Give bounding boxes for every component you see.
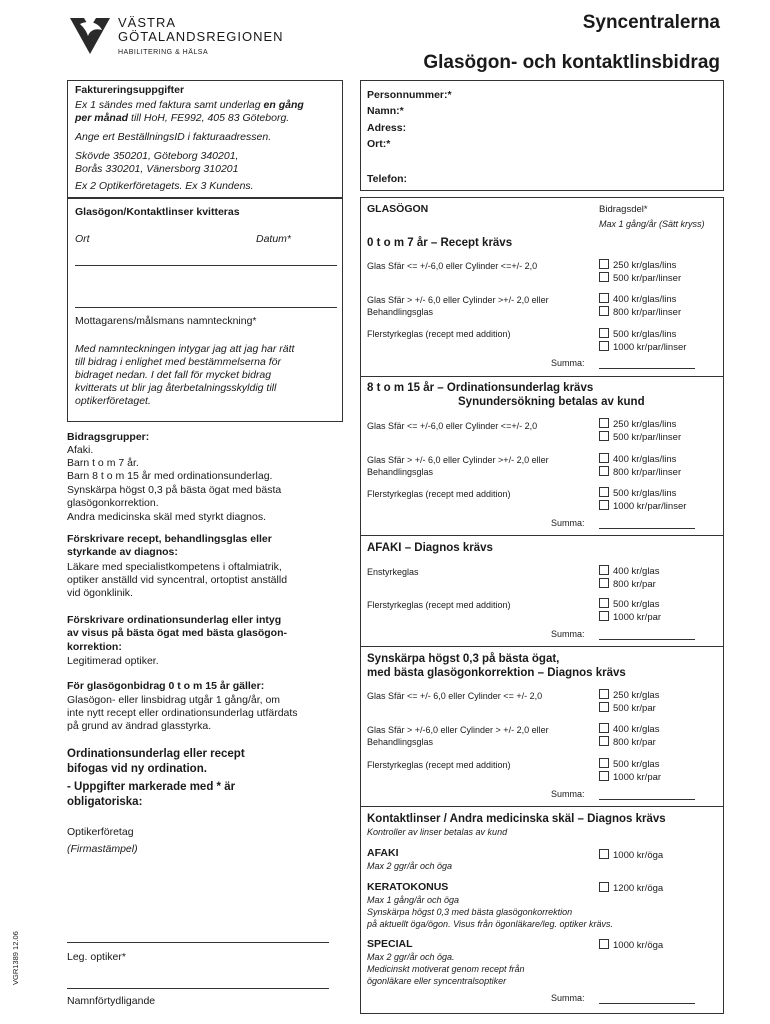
price-label: 250 kr/glas/lins	[613, 260, 677, 271]
section-subtitle-8-15: Synundersökning betalas av kund	[458, 396, 645, 408]
info-text: vid ögonklinik.	[67, 587, 133, 599]
group-item: Andra medicinska skäl med styrkt diagnos.	[67, 511, 267, 523]
info-text: Läkare med specialistkompetens i oftalmiatrik,	[67, 561, 282, 573]
group-item: glasögonkorrektion.	[67, 497, 159, 509]
billing-title: Faktureringsuppgifter	[75, 84, 185, 96]
groups-title: Bidragsgrupper:	[67, 431, 150, 443]
option-label: Glas Sfär <= +/-6,0 eller Cylinder <=+/- 2,0	[367, 261, 538, 271]
checkbox[interactable]	[599, 882, 609, 892]
billing-box	[67, 80, 343, 198]
sum-label: Summa:	[551, 789, 585, 799]
checkbox[interactable]	[599, 466, 609, 476]
billing-text-bold: per månad	[75, 112, 129, 124]
section-title-visus: Synskärpa högst 0,3 på bästa ögat,	[367, 653, 560, 665]
personnummer-label[interactable]: Personnummer:*	[367, 89, 452, 101]
info-heading: obligatoriska:	[67, 796, 143, 808]
afaki-max: Max 2 ggr/år och öga	[367, 861, 453, 871]
section-divider	[361, 376, 723, 377]
info-heading: Ordinationsunderlag eller recept	[67, 748, 245, 760]
price-label: 1200 kr/öga	[613, 883, 664, 894]
option-label: Flerstyrkeglas (recept med addition)	[367, 760, 511, 770]
checkbox[interactable]	[599, 306, 609, 316]
info-heading: Förskrivare recept, behandlingsglas eller	[67, 533, 272, 545]
option-label: Glas Sfär <= +/-6,0 eller Cylinder <=+/- 2,0	[367, 421, 538, 431]
option-label: Enstyrkeglas	[367, 567, 419, 577]
price-label: 500 kr/par/linser	[613, 432, 682, 443]
section-title-afaki: AFAKI – Diagnos krävs	[367, 542, 493, 554]
info-heading: korrektion:	[67, 641, 122, 653]
option-label: Flerstyrkeglas (recept med addition)	[367, 600, 511, 610]
billing-line: Skövde 350201, Göteborg 340201,	[75, 150, 239, 162]
checkbox[interactable]	[599, 418, 609, 428]
option-label: Glas Sfär > +/-6,0 eller Cylinder > +/- 2,0 eller	[367, 725, 549, 735]
group-item: Barn t o m 7 år.	[67, 457, 139, 469]
person-box	[360, 80, 724, 191]
datum-label: Datum*	[256, 233, 292, 245]
billing-text-bold: en gång	[263, 99, 304, 111]
billing-line: Ange ert BeställningsID i fakturaadressen.	[75, 131, 272, 143]
price-label: 250 kr/glas	[613, 690, 660, 701]
option-label: Glas Sfär > +/- 6,0 eller Cylinder >+/- 2,0 eller	[367, 455, 549, 465]
checkbox[interactable]	[599, 341, 609, 351]
logo-mark-icon	[68, 14, 112, 60]
name-clarification-label: Namnförtydligande	[67, 995, 156, 1007]
price-label: 500 kr/glas	[613, 759, 660, 770]
billing-text: Ex 1 sändes med faktura samt underlag	[75, 99, 264, 111]
special-max: Max 2 ggr/år och öga.	[367, 952, 455, 962]
sum-label: Summa:	[551, 518, 585, 528]
price-label: 1000 kr/par/linser	[613, 342, 687, 353]
group-item: Synskärpa högst 0,3 på bästa ögat med bästa	[67, 484, 282, 496]
checkbox[interactable]	[599, 453, 609, 463]
section-title-8-15: 8 t o m 15 år – Ordinationsunderlag krävs	[367, 382, 594, 394]
price-label: 1000 kr/par	[613, 772, 662, 783]
checkbox[interactable]	[599, 689, 609, 699]
receipt-title: Glasögon/Kontaktlinser kvitteras	[75, 206, 240, 218]
afaki-title: AFAKI	[367, 847, 399, 859]
info-text: på grund av ändrad glasstyrka.	[67, 720, 212, 732]
option-label: Flerstyrkeglas (recept med addition)	[367, 489, 511, 499]
special-title: SPECIAL	[367, 938, 413, 950]
price-label: 500 kr/glas/lins	[613, 329, 677, 340]
checkbox[interactable]	[599, 487, 609, 497]
sum-input[interactable]	[599, 639, 695, 640]
logo-text-2: GÖTALANDSREGIONEN	[118, 29, 284, 44]
option-label: Behandlingsglas	[367, 467, 434, 477]
price-label: 500 kr/par	[613, 703, 656, 714]
billing-line	[75, 99, 304, 112]
section-title-0-7: 0 t o m 7 år – Recept krävs	[367, 237, 513, 249]
checkbox[interactable]	[599, 565, 609, 575]
section-divider	[361, 646, 723, 647]
receipt-note: optikerföretaget.	[75, 395, 151, 407]
bidragsdel-max: Max 1 gång/år (Sätt kryss)	[599, 219, 705, 229]
info-heading: bifogas vid ny ordination.	[67, 763, 207, 775]
price-label: 800 kr/par	[613, 737, 656, 748]
price-label: 500 kr/glas/lins	[613, 488, 677, 499]
leg-optiker-input[interactable]	[67, 942, 329, 943]
section-divider	[361, 535, 723, 536]
receipt-note: till bidrag i enlighet med bestämmelserna för	[75, 356, 282, 368]
stamp-area[interactable]	[67, 860, 337, 935]
info-heading: För glasögonbidrag 0 t o m 15 år gäller:	[67, 680, 265, 692]
price-label: 400 kr/glas/lins	[613, 454, 677, 465]
sum-input[interactable]	[599, 528, 695, 529]
checkbox[interactable]	[599, 939, 609, 949]
checkbox[interactable]	[599, 431, 609, 441]
price-label: 1000 kr/par/linser	[613, 501, 687, 512]
price-label: 1000 kr/öga	[613, 850, 664, 861]
option-label: Flerstyrkeglas (recept med addition)	[367, 329, 511, 339]
billing-line: Ex 2 Optikerföretagets. Ex 3 Kundens.	[75, 180, 254, 192]
checkbox[interactable]	[599, 771, 609, 781]
price-label: 1000 kr/par	[613, 612, 662, 623]
adress-label[interactable]: Adress:	[367, 122, 407, 134]
namn-label[interactable]: Namn:*	[367, 105, 404, 117]
info-text: Glasögon- eller linsbidrag utgår 1 gång/år, om	[67, 694, 281, 706]
info-heading: styrkande av diagnos:	[67, 546, 178, 558]
checkbox[interactable]	[599, 849, 609, 859]
form-title: Glasögon- och kontaktlinsbidrag	[423, 52, 720, 73]
receipt-note: kvitterats ut blir jag återbetalningsskyldig till	[75, 382, 277, 394]
ort-datum-input[interactable]	[75, 265, 337, 266]
logo	[68, 14, 288, 62]
signature-label: Mottagarens/målsmans namnteckning*	[75, 315, 257, 327]
checkbox[interactable]	[599, 328, 609, 338]
checkbox[interactable]	[599, 702, 609, 712]
signature-input[interactable]	[75, 307, 337, 308]
price-label: 400 kr/glas/lins	[613, 294, 677, 305]
special-note: ögonläkare eller syncentralsoptiker	[367, 976, 507, 986]
ort-label: Ort	[75, 233, 90, 245]
page-title: Syncentralerna	[582, 12, 720, 33]
sum-label: Summa:	[551, 629, 585, 639]
checkbox[interactable]	[599, 259, 609, 269]
option-label: Glas Sfär <= +/- 6,0 eller Cylinder <= +/- 2,0	[367, 691, 543, 701]
info-heading: - Uppgifter markerade med * är	[67, 781, 236, 793]
form-code: VGR1389 12.06	[11, 931, 20, 985]
price-label: 400 kr/glas	[613, 566, 660, 577]
billing-text: till HoH, FE992, 405 83 Göteborg.	[128, 112, 290, 124]
group-item: Afaki.	[67, 444, 94, 456]
price-label: 500 kr/par/linser	[613, 273, 682, 284]
ort-label[interactable]: Ort:*	[367, 138, 391, 150]
receipt-note: Med namnteckningen intygar jag att jag har rätt	[75, 343, 295, 355]
price-label: 800 kr/par/linser	[613, 307, 682, 318]
contacts-box	[360, 806, 724, 1014]
info-text: inte nytt recept eller ordinationsunderlag utfärdats	[67, 707, 298, 719]
price-label: 1000 kr/öga	[613, 940, 664, 951]
bidragsdel-label: Bidragsdel*	[599, 204, 648, 215]
checkbox[interactable]	[599, 723, 609, 733]
billing-line	[75, 112, 289, 125]
price-label: 800 kr/par	[613, 579, 656, 590]
price-label: 400 kr/glas	[613, 724, 660, 735]
group-item: Barn 8 t o m 15 år med ordinationsunderlag.	[67, 470, 273, 482]
checkbox[interactable]	[599, 611, 609, 621]
info-heading: av visus på bästa ögat med bästa glasögon-	[67, 627, 287, 639]
contacts-subtitle: Kontroller av linser betalas av kund	[367, 827, 508, 837]
checkbox[interactable]	[599, 736, 609, 746]
info-text: Legitimerad optiker.	[67, 655, 159, 667]
glasses-title: GLASÖGON	[367, 203, 429, 215]
price-label: 500 kr/glas	[613, 599, 660, 610]
sum-input[interactable]	[599, 368, 695, 369]
sum-label: Summa:	[551, 358, 585, 368]
billing-line: Borås 330201, Vänersborg 310201	[75, 163, 239, 175]
checkbox[interactable]	[599, 293, 609, 303]
special-note: Medicinskt motiverat genom recept från	[367, 964, 525, 974]
kerato-title: KERATOKONUS	[367, 881, 449, 893]
checkbox[interactable]	[599, 272, 609, 282]
receipt-box	[67, 198, 343, 422]
receipt-note: bidraget nedan. I det fall för mycket bidrag	[75, 369, 272, 381]
kerato-note: Synskärpa högst 0,3 med bästa glasögonkorrektion	[367, 907, 573, 917]
price-label: 250 kr/glas/lins	[613, 419, 677, 430]
leg-optiker-label: Leg. optiker*	[67, 951, 126, 963]
option-label: Behandlingsglas	[367, 307, 434, 317]
name-clarification-input[interactable]	[67, 988, 329, 989]
sum-label: Summa:	[551, 993, 585, 1003]
sum-input[interactable]	[599, 1003, 695, 1004]
kerato-max: Max 1 gång/år och öga	[367, 895, 460, 905]
contacts-title: Kontaktlinser / Andra medicinska skäl – Diagnos krävs	[367, 813, 666, 825]
optiker-label: Optikerföretag	[67, 826, 134, 838]
checkbox[interactable]	[599, 500, 609, 510]
info-text: optiker anställd vid syncentral, ortoptist anställd	[67, 574, 288, 586]
checkbox[interactable]	[599, 578, 609, 588]
glasses-box	[360, 197, 724, 807]
checkbox[interactable]	[599, 598, 609, 608]
sum-input[interactable]	[599, 799, 695, 800]
option-label: Behandlingsglas	[367, 737, 434, 747]
price-label: 800 kr/par/linser	[613, 467, 682, 478]
logo-text-3: HABILITERING & HÄLSA	[118, 49, 209, 56]
logo-text-1: VÄSTRA	[118, 15, 177, 30]
telefon-label[interactable]: Telefon:	[367, 173, 408, 185]
section-subtitle-visus: med bästa glasögonkorrektion – Diagnos krävs	[367, 667, 626, 679]
option-label: Glas Sfär > +/- 6,0 eller Cylinder >+/- 2,0 eller	[367, 295, 549, 305]
kerato-note: på aktuellt öga/ögon. Visus från ögonläkare/leg. optiker krävs.	[367, 919, 613, 929]
info-heading: Förskrivare ordinationsunderlag eller intyg	[67, 614, 282, 626]
stamp-label: (Firmastämpel)	[67, 843, 138, 855]
checkbox[interactable]	[599, 758, 609, 768]
